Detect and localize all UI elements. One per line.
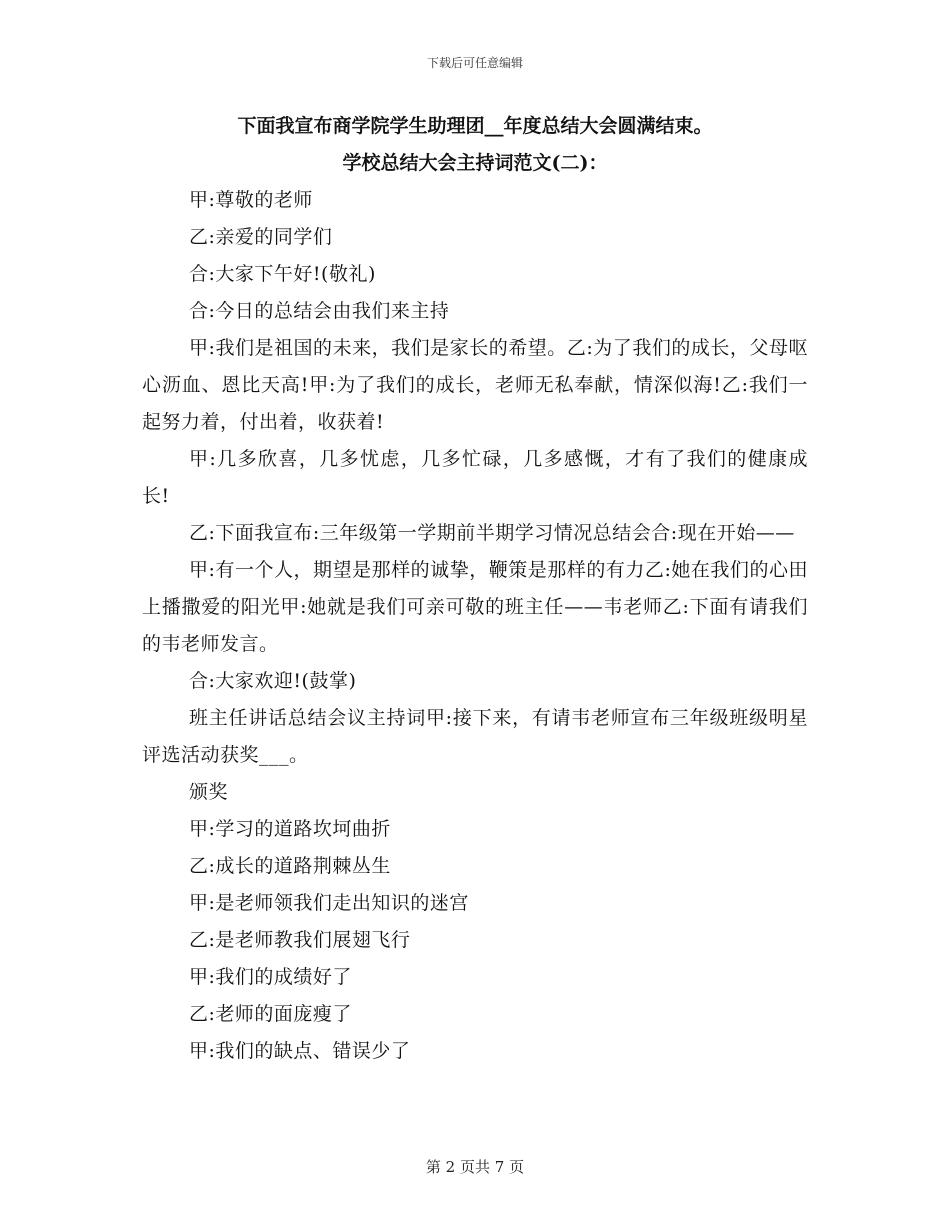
page-footer: 第 2 页共 7 页 (425, 1158, 525, 1176)
closing-title: 下面我宣布商学院学生助理团__年度总结大会圆满结束。 (237, 115, 713, 137)
paragraph: 甲:尊敬的老师 (189, 189, 313, 211)
paragraph: 甲:我们的缺点、错误少了 (189, 1040, 411, 1062)
paragraph: 甲:我们是祖国的未来，我们是家长的希望。乙:为了我们的成长，父母呕心沥血、恩比天高!甲:为了我们的成长，老师无私奉献，情深似海!乙:我们一起努力着，付出着，收获着! (142, 337, 808, 433)
paragraph: 甲:学习的道路坎坷曲折 (189, 818, 391, 840)
paragraph: 乙:是老师教我们展翅飞行 (189, 929, 411, 951)
document-body (142, 108, 808, 1070)
paragraph: 合:大家欢迎!(鼓掌) (189, 670, 357, 692)
paragraph: 合:今日的总结会由我们来主持 (189, 300, 450, 322)
section-title: 学校总结大会主持词范文(二)： (342, 152, 608, 174)
paragraph: 乙:亲爱的同学们 (189, 226, 333, 248)
paragraph: 乙:老师的面庞瘦了 (189, 1003, 352, 1025)
paragraph: 班主任讲话总结会议主持词甲:接下来，有请韦老师宣布三年级班级明星评选活动获奖___。 (142, 707, 808, 766)
paragraph: 甲:几多欣喜，几多忧虑，几多忙碌，几多感慨，才有了我们的健康成长! (142, 448, 808, 507)
paragraph: 乙:下面我宣布:三年级第一学期前半期学习情况总结会合:现在开始—— (189, 522, 795, 544)
paragraph: 甲:我们的成绩好了 (189, 966, 352, 988)
paragraph: 甲:是老师领我们走出知识的迷宫 (189, 892, 469, 914)
paragraph: 颁奖 (189, 781, 229, 803)
paragraph: 甲:有一个人，期望是那样的诚挚，鞭策是那样的有力乙:她在我们的心田上播撒爱的阳光甲:她就是我们可亲可敬的班主任——韦老师乙:下面有请我们的韦老师发言。 (142, 559, 808, 655)
paragraph: 合:大家下午好!(敬礼) (189, 263, 376, 285)
header-note: 下载后可任意编辑 (426, 56, 523, 70)
paragraph: 乙:成长的道路荆棘丛生 (189, 855, 391, 877)
